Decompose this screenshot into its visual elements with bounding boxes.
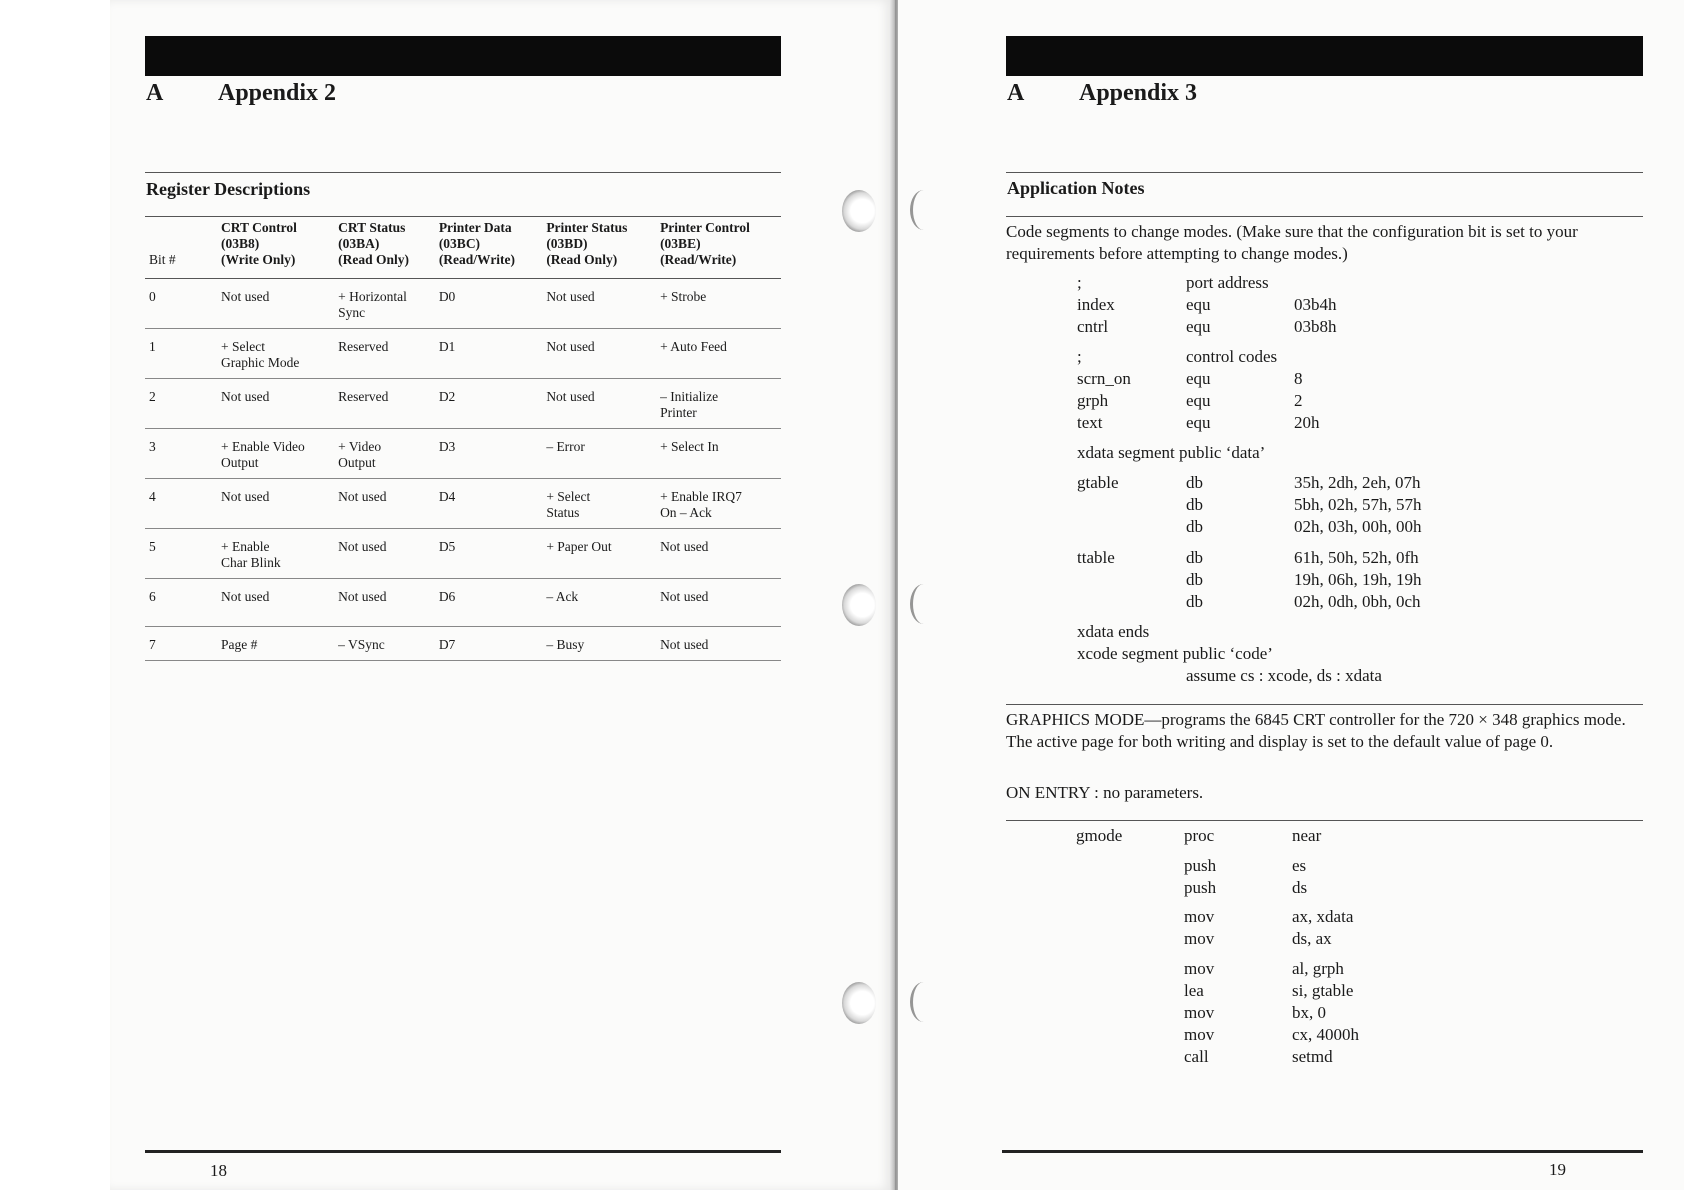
column-header-line: Printer Status xyxy=(546,220,628,235)
binder-hole-middle xyxy=(842,584,876,626)
table-cell: Reserved xyxy=(334,329,435,379)
graphics-top-rule xyxy=(1006,704,1643,705)
code-token: es xyxy=(1292,856,1307,875)
column-header-line: (03BA) xyxy=(338,236,380,251)
table-cell: Not used xyxy=(334,579,435,627)
table-cell: Not used xyxy=(656,529,781,579)
code-token: db xyxy=(1186,517,1203,536)
register-column-header xyxy=(542,217,656,279)
code-token: 19h, 06h, 19h, 19h xyxy=(1294,570,1422,589)
table-cell: Not used xyxy=(217,579,334,627)
code-token: bx, 0 xyxy=(1292,1003,1326,1022)
table-cell: + Enable Char Blink xyxy=(217,529,334,579)
binder-ring-mark-bottom xyxy=(910,982,937,1022)
code-token: 5bh, 02h, 57h, 57h xyxy=(1294,495,1422,514)
column-header-line: Bit # xyxy=(149,252,176,267)
code-token: db xyxy=(1186,473,1203,492)
code-token: ds xyxy=(1292,878,1308,897)
table-row xyxy=(145,627,781,661)
register-column-header xyxy=(656,217,781,279)
code-token: 03b8h xyxy=(1294,317,1337,336)
table-cell: + Enable Video Output xyxy=(217,429,334,479)
column-header-line: (Read/Write) xyxy=(660,252,737,267)
code-token: near xyxy=(1292,826,1322,845)
graphics-mode-paragraph: GRAPHICS MODE—programs the 6845 CRT controller for the 720 × 348 graphics mode. The active page for both writing and display is set to the default value of page 0. xyxy=(1006,710,1626,751)
column-header-line: CRT Status xyxy=(338,220,406,235)
register-column-header xyxy=(435,217,543,279)
code-token: equ xyxy=(1186,369,1211,388)
code-token: scrn_on xyxy=(1077,369,1131,388)
code-token: db xyxy=(1186,548,1203,567)
left-section-rule xyxy=(145,172,781,173)
column-header-line: (Write Only) xyxy=(221,252,296,267)
code-token: xdata ends xyxy=(1077,622,1150,641)
code-token: gmode xyxy=(1076,826,1123,845)
table-cell: 0 xyxy=(145,279,217,329)
right-header-bar xyxy=(1006,36,1643,76)
code-token: 2 xyxy=(1294,391,1303,410)
table-cell: D3 xyxy=(435,429,543,479)
column-header-line: (03BD) xyxy=(546,236,588,251)
table-cell: D1 xyxy=(435,329,543,379)
code-token: push xyxy=(1184,856,1217,875)
table-cell: Not used xyxy=(217,279,334,329)
code-token: equ xyxy=(1186,413,1211,432)
on-entry-note: ON ENTRY : no parameters. xyxy=(1006,783,1204,802)
binder-ring-mark-top xyxy=(910,190,937,230)
code-token: 61h, 50h, 52h, 0fh xyxy=(1294,548,1419,567)
table-cell: Not used xyxy=(656,627,781,661)
left-page-number: 18 xyxy=(210,1161,227,1180)
table-cell: 3 xyxy=(145,429,217,479)
code-token: mov xyxy=(1184,1025,1215,1044)
code-token: equ xyxy=(1186,391,1211,410)
table-cell: Not used xyxy=(656,579,781,627)
code-token: index xyxy=(1077,295,1115,314)
code-token: ; xyxy=(1077,273,1082,292)
table-cell: 6 xyxy=(145,579,217,627)
table-row xyxy=(145,429,781,479)
table-cell: – Initialize Printer xyxy=(656,379,781,429)
table-row xyxy=(145,329,781,379)
code-token: xcode segment public ‘code’ xyxy=(1077,644,1273,663)
table-cell: – VSync xyxy=(334,627,435,661)
code-token: text xyxy=(1077,413,1103,432)
column-header-line: (03B8) xyxy=(221,236,260,251)
code-token: mov xyxy=(1184,959,1215,978)
table-cell: 7 xyxy=(145,627,217,661)
code-token: ttable xyxy=(1077,548,1115,567)
left-footer-rule xyxy=(145,1150,781,1153)
table-cell: + Enable IRQ7 On – Ack xyxy=(656,479,781,529)
code-token: setmd xyxy=(1292,1047,1333,1066)
code-token: 20h xyxy=(1294,413,1320,432)
table-row xyxy=(145,479,781,529)
intro-top-rule xyxy=(1006,216,1643,217)
proc-top-rule xyxy=(1006,820,1643,821)
code-token: 35h, 2dh, 2eh, 07h xyxy=(1294,473,1421,492)
code-token: proc xyxy=(1184,826,1215,845)
table-cell: D7 xyxy=(435,627,543,661)
table-cell: D2 xyxy=(435,379,543,429)
table-cell: + Strobe xyxy=(656,279,781,329)
table-cell: – Error xyxy=(542,429,656,479)
code-token: push xyxy=(1184,878,1217,897)
table-cell: Not used xyxy=(217,379,334,429)
binder-hole-top xyxy=(842,190,876,232)
code-token: mov xyxy=(1184,1003,1215,1022)
code-token: 8 xyxy=(1294,369,1303,388)
register-column-header xyxy=(334,217,435,279)
register-table xyxy=(145,217,781,661)
register-column-header xyxy=(145,217,217,279)
right-section-letter: A xyxy=(1007,80,1025,106)
table-cell: Not used xyxy=(542,379,656,429)
code-token: port address xyxy=(1186,273,1269,292)
code-token: grph xyxy=(1077,391,1109,410)
code-token: 02h, 03h, 00h, 00h xyxy=(1294,517,1422,536)
code-token: al, grph xyxy=(1292,959,1344,978)
left-section-title: Register Descriptions xyxy=(146,179,311,199)
table-cell: D4 xyxy=(435,479,543,529)
register-table-body xyxy=(145,279,781,661)
right-page-title: Appendix 3 xyxy=(1079,80,1198,106)
table-row xyxy=(145,379,781,429)
table-cell: + Select Graphic Mode xyxy=(217,329,334,379)
table-cell: Not used xyxy=(334,529,435,579)
table-cell: + Horizontal Sync xyxy=(334,279,435,329)
binder-hole-bottom xyxy=(842,982,876,1024)
code-token: control codes xyxy=(1186,347,1278,366)
code-token: equ xyxy=(1186,317,1211,336)
table-cell: + Auto Feed xyxy=(656,329,781,379)
table-cell: Not used xyxy=(334,479,435,529)
register-column-header xyxy=(217,217,334,279)
table-cell: + Select Status xyxy=(542,479,656,529)
code-token: ; xyxy=(1077,347,1082,366)
table-cell: D5 xyxy=(435,529,543,579)
column-header-line: (03BC) xyxy=(438,236,481,251)
code-token: si, gtable xyxy=(1292,981,1354,1000)
code-token: db xyxy=(1186,495,1203,514)
code-token: cntrl xyxy=(1077,317,1109,336)
intro-paragraph: Code segments to change modes. (Make sure that the configuration bit is set to your requirements before attempting to change modes.) xyxy=(1006,222,1578,263)
column-header-line: (Read/Write) xyxy=(438,252,516,267)
right-footer-rule xyxy=(1002,1150,1643,1153)
table-cell: Reserved xyxy=(334,379,435,429)
code-token: ax, xdata xyxy=(1292,907,1354,926)
code-token: mov xyxy=(1184,907,1215,926)
table-cell: Not used xyxy=(542,279,656,329)
right-page-number: 19 xyxy=(1549,1160,1566,1179)
table-cell: 5 xyxy=(145,529,217,579)
table-cell: – Ack xyxy=(542,579,656,627)
code-token: db xyxy=(1186,592,1203,611)
table-row xyxy=(145,529,781,579)
table-cell: Not used xyxy=(542,329,656,379)
code-token: lea xyxy=(1184,981,1204,1000)
column-header-line: CRT Control xyxy=(221,220,297,235)
table-row xyxy=(145,579,781,627)
table-cell: Not used xyxy=(217,479,334,529)
code-token: equ xyxy=(1186,295,1211,314)
column-header-line: Printer Data xyxy=(438,220,512,235)
column-header-line: (Read Only) xyxy=(338,252,410,267)
column-header-line: (Read Only) xyxy=(546,252,618,267)
left-section-letter: A xyxy=(146,80,164,106)
code-token: call xyxy=(1184,1047,1209,1066)
register-table-header xyxy=(145,217,781,279)
right-section-title: Application Notes xyxy=(1007,178,1145,198)
code-token: assume cs : xcode, ds : xdata xyxy=(1186,666,1382,685)
code-token: db xyxy=(1186,570,1203,589)
code-token: ds, ax xyxy=(1292,929,1332,948)
table-cell: 1 xyxy=(145,329,217,379)
table-row xyxy=(145,279,781,329)
code-token: xdata segment public ‘data’ xyxy=(1077,443,1266,462)
code-token: 02h, 0dh, 0bh, 0ch xyxy=(1294,592,1421,611)
code-token: 03b4h xyxy=(1294,295,1337,314)
right-section-rule xyxy=(1006,172,1643,173)
code-token: cx, 4000h xyxy=(1292,1025,1360,1044)
table-cell: D0 xyxy=(435,279,543,329)
left-page-title: Appendix 2 xyxy=(218,80,337,106)
table-cell: + Select In xyxy=(656,429,781,479)
table-cell: Page # xyxy=(217,627,334,661)
column-header-line: (03BE) xyxy=(660,236,701,251)
table-cell: + Paper Out xyxy=(542,529,656,579)
code-token: gtable xyxy=(1077,473,1119,492)
table-cell: D6 xyxy=(435,579,543,627)
column-header-line: Printer Control xyxy=(660,220,750,235)
binder-ring-mark-middle xyxy=(910,584,937,624)
table-cell: – Busy xyxy=(542,627,656,661)
left-header-bar xyxy=(145,36,781,76)
table-cell: 2 xyxy=(145,379,217,429)
table-cell: + Video Output xyxy=(334,429,435,479)
table-cell: 4 xyxy=(145,479,217,529)
code-token: mov xyxy=(1184,929,1215,948)
